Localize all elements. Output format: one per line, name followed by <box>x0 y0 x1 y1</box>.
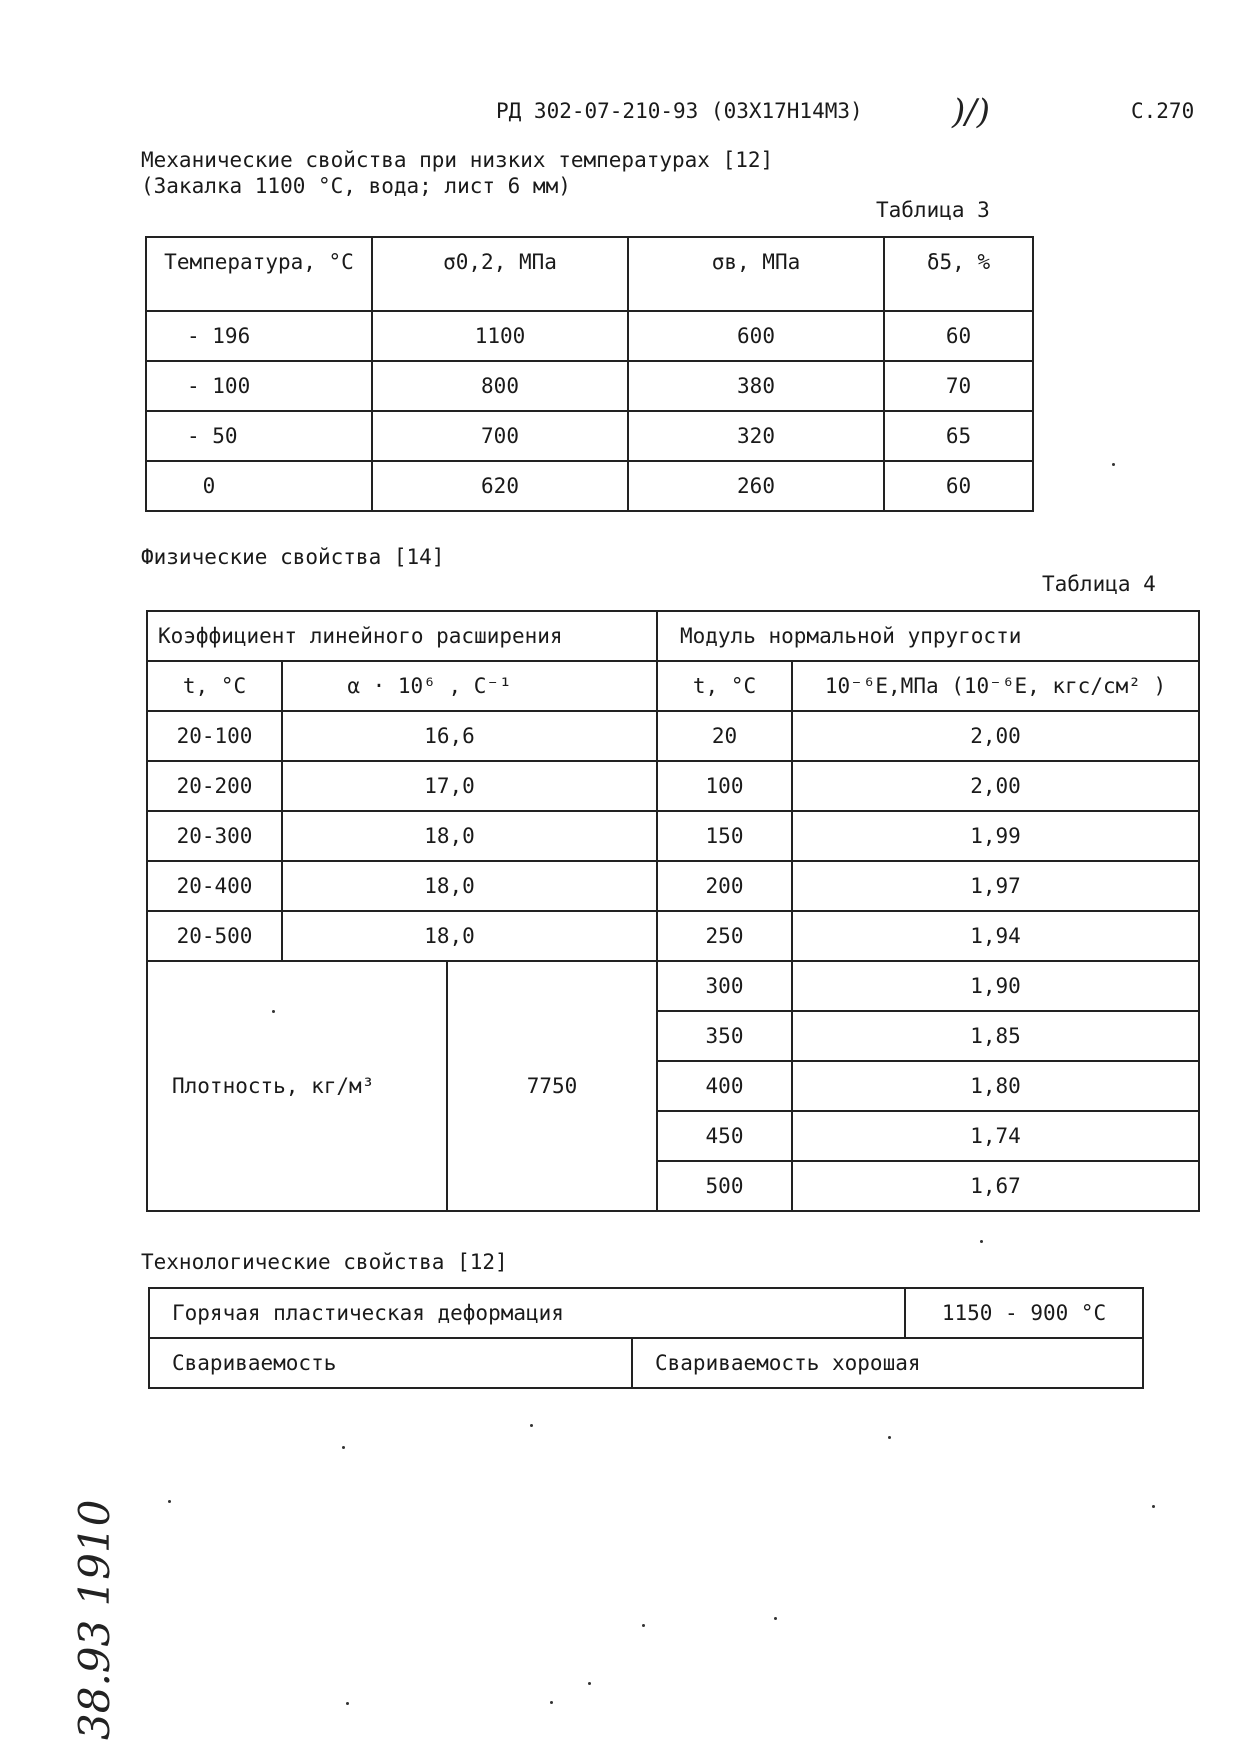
document-code: РД 302-07-210-93 (03Х17Н14М3) <box>496 99 863 123</box>
cell: 1150 - 900 °С <box>905 1288 1143 1338</box>
cell: 300 <box>657 961 792 1011</box>
cell: 17,0 <box>282 761 657 811</box>
scan-speck <box>272 1010 275 1013</box>
section1-subtitle: (Закалка 1100 °С, вода; лист 6 мм) <box>141 174 571 198</box>
cell: 20 <box>657 711 792 761</box>
cell: 16,6 <box>282 711 657 761</box>
scan-speck <box>588 1682 591 1685</box>
cell: 1,97 <box>792 861 1199 911</box>
cell: 1,94 <box>792 911 1199 961</box>
cell: 20-300 <box>147 811 282 861</box>
table-row <box>147 711 1199 761</box>
table3-label: Таблица 3 <box>876 198 990 222</box>
cell: 1,67 <box>792 1161 1199 1211</box>
table-row <box>146 411 1033 461</box>
cell: 20-400 <box>147 861 282 911</box>
scan-speck <box>642 1624 645 1627</box>
table-row <box>149 1338 1143 1388</box>
cell: 380 <box>628 361 884 411</box>
expansion-header: Коэффициент линейного расширения <box>147 611 657 661</box>
cell: 1,85 <box>792 1011 1199 1061</box>
cell: 65 <box>884 411 1033 461</box>
cell: 450 <box>657 1111 792 1161</box>
cell: 20-100 <box>147 711 282 761</box>
cell: 150 <box>657 811 792 861</box>
cell: 1100 <box>372 311 628 361</box>
table-4 <box>146 610 1200 1212</box>
cell: 620 <box>372 461 628 511</box>
table-row <box>146 461 1033 511</box>
handwritten-mark: )/) <box>952 92 990 132</box>
table-row <box>146 361 1033 411</box>
scan-speck <box>774 1617 777 1620</box>
cell: Свариваемость хорошая <box>632 1338 1143 1388</box>
cell: 2,00 <box>792 761 1199 811</box>
cell: 2,00 <box>792 711 1199 761</box>
scan-speck <box>168 1500 171 1503</box>
section1-title: Механические свойства при низких температурах [12] <box>141 148 774 172</box>
cell: 1,99 <box>792 811 1199 861</box>
cell: 400 <box>657 1061 792 1111</box>
subheader-t: t, °С <box>657 661 792 711</box>
scan-speck <box>1152 1505 1155 1508</box>
table-row <box>149 1288 1143 1338</box>
subheader-alpha: α · 10⁶ , С⁻¹ <box>282 661 657 711</box>
subheader-t: t, °С <box>147 661 282 711</box>
cell: 1,90 <box>792 961 1199 1011</box>
page-number: С.270 <box>1131 99 1195 123</box>
cell: 500 <box>657 1161 792 1211</box>
cell: 800 <box>372 361 628 411</box>
cell: Горячая пластическая деформация <box>149 1288 905 1338</box>
cell: 0 <box>146 461 372 511</box>
cell: - 100 <box>146 361 372 411</box>
cell: 20-500 <box>147 911 282 961</box>
cell: 600 <box>628 311 884 361</box>
col-header-yield-strength: σ0,2, МПа <box>372 237 628 311</box>
col-header-temperature: Температура, °С <box>146 237 372 311</box>
cell: 70 <box>884 361 1033 411</box>
cell: - 50 <box>146 411 372 461</box>
scan-speck <box>342 1446 345 1449</box>
scan-speck <box>980 1240 983 1243</box>
cell: 100 <box>657 761 792 811</box>
table-row <box>147 961 1199 1011</box>
cell: 18,0 <box>282 911 657 961</box>
cell: 20-200 <box>147 761 282 811</box>
cell: 60 <box>884 461 1033 511</box>
scan-speck <box>550 1701 553 1704</box>
scan-speck <box>530 1424 533 1427</box>
cell: 18,0 <box>282 811 657 861</box>
table-row <box>146 311 1033 361</box>
cell: 260 <box>628 461 884 511</box>
table-row <box>147 811 1199 861</box>
cell: 350 <box>657 1011 792 1061</box>
table-tech-properties <box>148 1287 1144 1389</box>
subheader-modulus: 10⁻⁶Е,МПа (10⁻⁶Е, кгс/см² ) <box>792 661 1199 711</box>
density-value: 7750 <box>447 961 657 1211</box>
table-row <box>147 911 1199 961</box>
section2-title: Физические свойства [14] <box>141 545 445 569</box>
cell: 700 <box>372 411 628 461</box>
cell: Свариваемость <box>149 1338 632 1388</box>
cell: 60 <box>884 311 1033 361</box>
section3-title: Технологические свойства [12] <box>141 1250 508 1274</box>
scan-speck <box>888 1436 891 1439</box>
col-header-tensile-strength: σв, МПа <box>628 237 884 311</box>
cell: 1,74 <box>792 1111 1199 1161</box>
cell: 200 <box>657 861 792 911</box>
scan-speck <box>346 1702 349 1705</box>
table-3 <box>145 236 1034 512</box>
cell: - 196 <box>146 311 372 361</box>
table4-label: Таблица 4 <box>1042 572 1156 596</box>
cell: 18,0 <box>282 861 657 911</box>
table-row <box>147 861 1199 911</box>
modulus-header: Модуль нормальной упругости <box>657 611 1199 661</box>
cell: 1,80 <box>792 1061 1199 1111</box>
col-header-elongation: δ5, % <box>884 237 1033 311</box>
table-row <box>147 761 1199 811</box>
scan-speck <box>1112 463 1115 466</box>
density-label: Плотность, кг/м³ <box>147 961 447 1211</box>
cell: 250 <box>657 911 792 961</box>
cell: 320 <box>628 411 884 461</box>
handwritten-margin-note: 38.93 1910 <box>70 1499 119 1740</box>
